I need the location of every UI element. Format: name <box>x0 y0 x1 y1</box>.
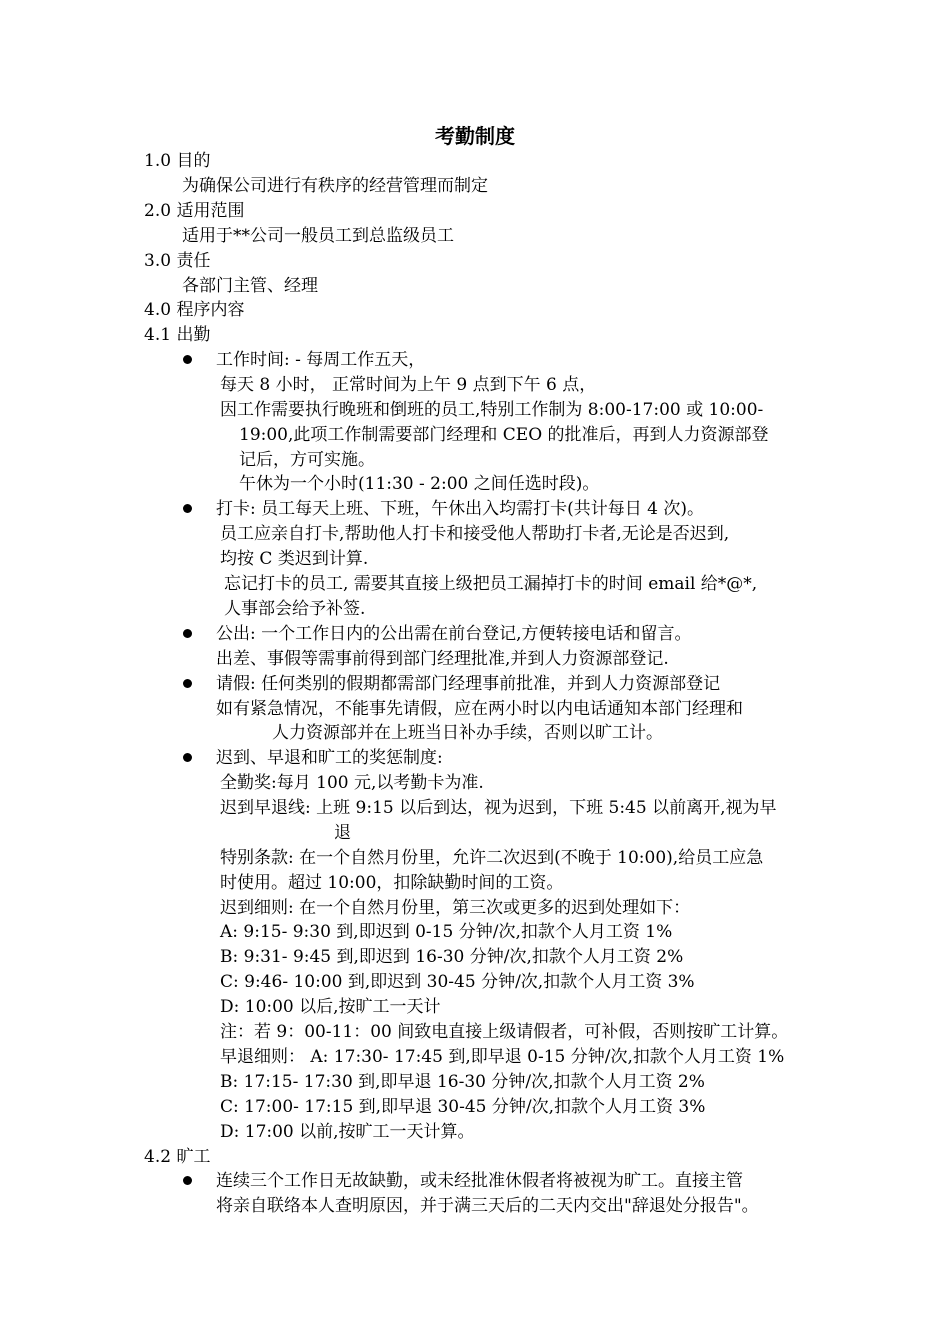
out-line: 出差、事假等需事前得到部门经理批准,并到人力资源部登记. <box>216 649 669 669</box>
punch-line: 忘记打卡的员工, 需要其直接上级把员工漏掉打卡的时间 email 给*@*, <box>224 574 758 594</box>
rules-line: 迟到早退线: 上班 9:15 以后到达，视为迟到，下班 5:45 以前离开,视为早 <box>220 798 777 818</box>
leave-line: 如有紧急情况，不能事先请假，应在两小时以内电话通知本部门经理和 <box>216 699 743 719</box>
section-heading-purpose: 1.0 目的 <box>144 151 211 171</box>
rules-line: A: 9:15- 9:30 到,即迟到 0-15 分钟/次,扣款个人月工资 1% <box>220 922 673 942</box>
rules-line: 迟到细则: 在一个自然月份里，第三次或更多的迟到处理如下： <box>220 898 691 918</box>
rules-line: C: 9:46- 10:00 到,即迟到 30-45 分钟/次,扣款个人月工资 3% <box>220 972 695 992</box>
bullet-icon <box>183 355 192 364</box>
bullet-icon <box>183 1176 192 1185</box>
bullet-icon <box>183 629 192 638</box>
section-text-responsibility: 各部门主管、经理 <box>182 276 318 296</box>
punch-line: 均按 C 类迟到计算. <box>220 549 369 569</box>
leave-line: 人力资源部并在上班当日补办手续，否则以旷工计。 <box>272 723 663 743</box>
punch-line: 员工应亲自打卡,帮助他人打卡和接受他人帮助打卡者,无论是否迟到, <box>220 524 730 544</box>
bullet-icon <box>183 504 192 513</box>
rules-line: 迟到、早退和旷工的奖惩制度: <box>216 748 443 768</box>
rules-line: B: 17:15- 17:30 到,即早退 16-30 分钟/次,扣款个人月工资 2% <box>220 1072 705 1092</box>
rules-line: C: 17:00- 17:15 到,即早退 30-45 分钟/次,扣款个人月工资 3% <box>220 1097 706 1117</box>
absenteeism-line: 连续三个工作日无故缺勤，或未经批准休假者将被视为旷工。直接主管 <box>216 1171 743 1191</box>
worktime-line: 记后，方可实施。 <box>239 450 375 470</box>
absenteeism-line: 将亲自联络本人查明原因，并于满三天后的二天内交出"辞退处分报告"。 <box>216 1196 759 1216</box>
section-heading-responsibility: 3.0 责任 <box>144 251 211 271</box>
out-line: 公出: 一个工作日内的公出需在前台登记,方便转接电话和留言。 <box>216 624 692 644</box>
section-heading-procedure: 4.0 程序内容 <box>144 300 245 320</box>
bullet-icon <box>183 753 192 762</box>
worktime-line: 19:00,此项工作制需要部门经理和 CEO 的批准后，再到人力资源部登 <box>239 425 769 445</box>
rules-line: 早退细则： A: 17:30- 17:45 到,即早退 0-15 分钟/次,扣款个人月工资 1% <box>220 1047 785 1067</box>
section-heading-scope: 2.0 适用范围 <box>144 201 245 221</box>
punch-line: 打卡: 员工每天上班、下班，午休出入均需打卡(共计每日 4 次)。 <box>216 499 705 519</box>
rules-line: D: 17:00 以前,按旷工一天计算。 <box>220 1122 475 1142</box>
rules-line: B: 9:31- 9:45 到,即迟到 16-30 分钟/次,扣款个人月工资 2% <box>220 947 684 967</box>
rules-line: D: 10:00 以后,按旷工一天计 <box>220 997 441 1017</box>
worktime-line: 午休为一个小时(11:30 - 2:00 之间任选时段)。 <box>239 474 600 494</box>
section-text-scope: 适用于**公司一般员工到总监级员工 <box>182 226 454 246</box>
rules-line: 时使用。超过 10:00，扣除缺勤时间的工资。 <box>220 873 564 893</box>
worktime-line: 工作时间: - 每周工作五天， <box>216 350 426 370</box>
section-text-purpose: 为确保公司进行有秩序的经营管理而制定 <box>182 176 488 196</box>
worktime-line: 每天 8 小时， 正常时间为上午 9 点到下午 6 点， <box>220 375 597 395</box>
section-heading-absenteeism: 4.2 旷工 <box>144 1147 211 1167</box>
rules-line: 特别条款: 在一个自然月份里，允许二次迟到(不晚于 10:00),给员工应急 <box>220 848 764 868</box>
rules-line: 退 <box>334 823 351 843</box>
punch-line: 人事部会给予补签. <box>224 599 366 619</box>
leave-line: 请假: 任何类别的假期都需部门经理事前批准，并到人力资源部登记 <box>216 674 721 694</box>
section-heading-attendance: 4.1 出勤 <box>144 325 211 345</box>
document-title: 考勤制度 <box>435 124 515 148</box>
worktime-line: 因工作需要执行晚班和倒班的员工,特别工作制为 8:00-17:00 或 10:00- <box>220 400 764 420</box>
bullet-icon <box>183 679 192 688</box>
rules-line: 全勤奖:每月 100 元,以考勤卡为准. <box>220 773 484 793</box>
rules-line: 注：若 9：00-11：00 间致电直接上级请假者，可补假，否则按旷工计算。 <box>220 1022 789 1042</box>
